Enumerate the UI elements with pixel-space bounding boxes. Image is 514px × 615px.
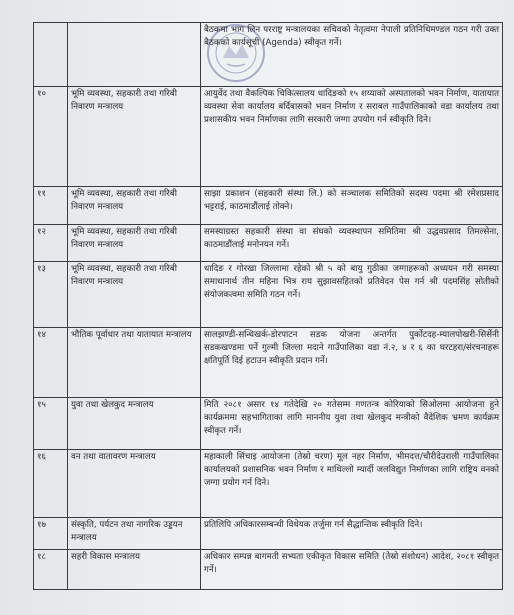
table-row — [34, 518, 503, 550]
table-row — [34, 398, 503, 450]
row-number — [34, 23, 68, 87]
table-row — [34, 187, 503, 225]
row-number: १३ — [34, 262, 68, 328]
ministry-name: भूमि व्यवस्था, सहकारी तथा गरिबी निवारण मन्त्रालय — [68, 187, 201, 225]
decision-text: समस्याग्रस्त सहकारी संस्था वा संघको व्यवस्थापन समितिमा श्री उद्धवप्रसाद तिमल्सेना, काठमाडौंलाई मनोनयन गर्ने। — [201, 225, 503, 262]
row-number: १७ — [34, 518, 68, 550]
ministry-name: भूमि व्यवस्था, सहकारी तथा गरिबी निवारण मन्त्रालय — [68, 262, 201, 328]
decision-text: साझा प्रकाशन (सहकारी संस्था लि.) को सञ्चालक समितिको सदस्य पदमा श्री रमेशप्रसाद भट्टराई, काठमाडौंलाई तोक्ने। — [201, 187, 503, 225]
table-row — [34, 225, 503, 262]
row-number: १४ — [34, 328, 68, 398]
decision-text: सालझण्डी-सन्धिखर्क-डोरपाटन सडक योजना अन्तर्गत पुर्कोटदह-म्यालपोखरी-सिर्सेनी सडकखण्डमा पर्ने गुल्मी जिल्ला मदाने गाउँपालिका वडा नं.२, ४ र ६ का घरटहरा/संरचनाहरू क्षतिपूर्ति दिई हटाउन स्वीकृति प्रदान गर्ने। — [201, 328, 503, 398]
decision-text: प्रतिलिपि अधिकारसम्बन्धी विधेयक तर्जुमा गर्न सैद्धान्तिक स्वीकृति दिने। — [201, 518, 503, 550]
table-row — [34, 450, 503, 518]
decision-table — [33, 22, 503, 590]
decision-text: अधिकार सम्पन्न बागमती सभ्यता एकीकृत विकास समिति (तेस्रो संशोधन) आदेश, २०८१ स्वीकृत गर्ने। — [201, 550, 503, 590]
ministry-name: संस्कृति, पर्यटन तथा नागरिक उड्डयन मन्त्रालय — [68, 518, 201, 550]
decision-text: आयुर्वेद तथा वैकल्पिक चिकित्सालय धादिङको १५ शय्याको अस्पतालको भवन निर्माण, यातायात व्यवस्था सेवा कार्यालय बर्दिबासको भवन निर्माण र सराबल गाउँपालिकाको वडा कार्यालय तथा प्रशासकीय भवन निर्माणका लागि सरकारी जग्गा उपयोग गर्न स्वीकृति दिने। — [201, 87, 503, 187]
row-number: १५ — [34, 398, 68, 450]
ministry-name: भूमि व्यवस्था, सहकारी तथा गरिबी निवारण मन्त्रालय — [68, 225, 201, 262]
ministry-name: युवा तथा खेलकुद मन्त्रालय — [68, 398, 201, 450]
decision-text: धादिङ र गोरखा जिल्लामा रहेको श्री ५ को बायु गुठीका जग्गाहरूको अध्ययन गरी समस्या समाधानार्थ तीन महिना भित्र राय सुझावसहितको प्रतिवेदन पेस गर्न श्री पदमसिंह सोतीको संयोजकत्वमा समिति गठन गर्ने। — [201, 262, 503, 328]
decision-text: बैठकमा भाग लिन परराष्ट्र मन्त्रालयका सचिवको नेतृत्वमा नेपाली प्रतिनिधिमण्डल गठन गरी उक्त बैठकको कार्यसूची (Agenda) स्वीकृत गर्ने। — [201, 23, 503, 87]
row-number: १६ — [34, 450, 68, 518]
table-row — [34, 23, 503, 87]
row-number: १८ — [34, 550, 68, 590]
ministry-name: भूमि व्यवस्था, सहकारी तथा गरिबी निवारण मन्त्रालय — [68, 87, 201, 187]
table-row — [34, 87, 503, 187]
ministry-name: भौतिक पूर्वाधार तथा यातायात मन्त्रालय — [68, 328, 201, 398]
decision-text: महाकाली सिंचाइ आयोजना (तेस्रो चरण) मूल नहर निर्माण, भीमदत्त/चौरीदेउराली गाउँपालिका कार्यालयको प्रशासनिक भवन निर्माण र माथिल्लो म्यार्दी जलविद्युत निर्माणका लागि राष्ट्रिय वनको जग्गा प्रयोग गर्न दिने। — [201, 450, 503, 518]
row-number: १२ — [34, 225, 68, 262]
ministry-name — [68, 23, 201, 87]
ministry-name: वन तथा वातावरण मन्त्रालय — [68, 450, 201, 518]
table-row — [34, 262, 503, 328]
table-row — [34, 328, 503, 398]
table-row — [34, 550, 503, 590]
row-number: ११ — [34, 187, 68, 225]
row-number: १० — [34, 87, 68, 187]
decision-text: मिति २०८१ असार १४ गतेदेखि २० गतेसम्म गणतन्त्र कोरियाको सिओलमा आयोजना हुने कार्यक्रममा सहभागिताका लागि माननीय युवा तथा खेलकुद मन्त्रीको वैदेशिक भ्रमण कार्यक्रम स्वीकृत गर्ने। — [201, 398, 503, 450]
ministry-name: सहरी विकास मन्त्रालय — [68, 550, 201, 590]
